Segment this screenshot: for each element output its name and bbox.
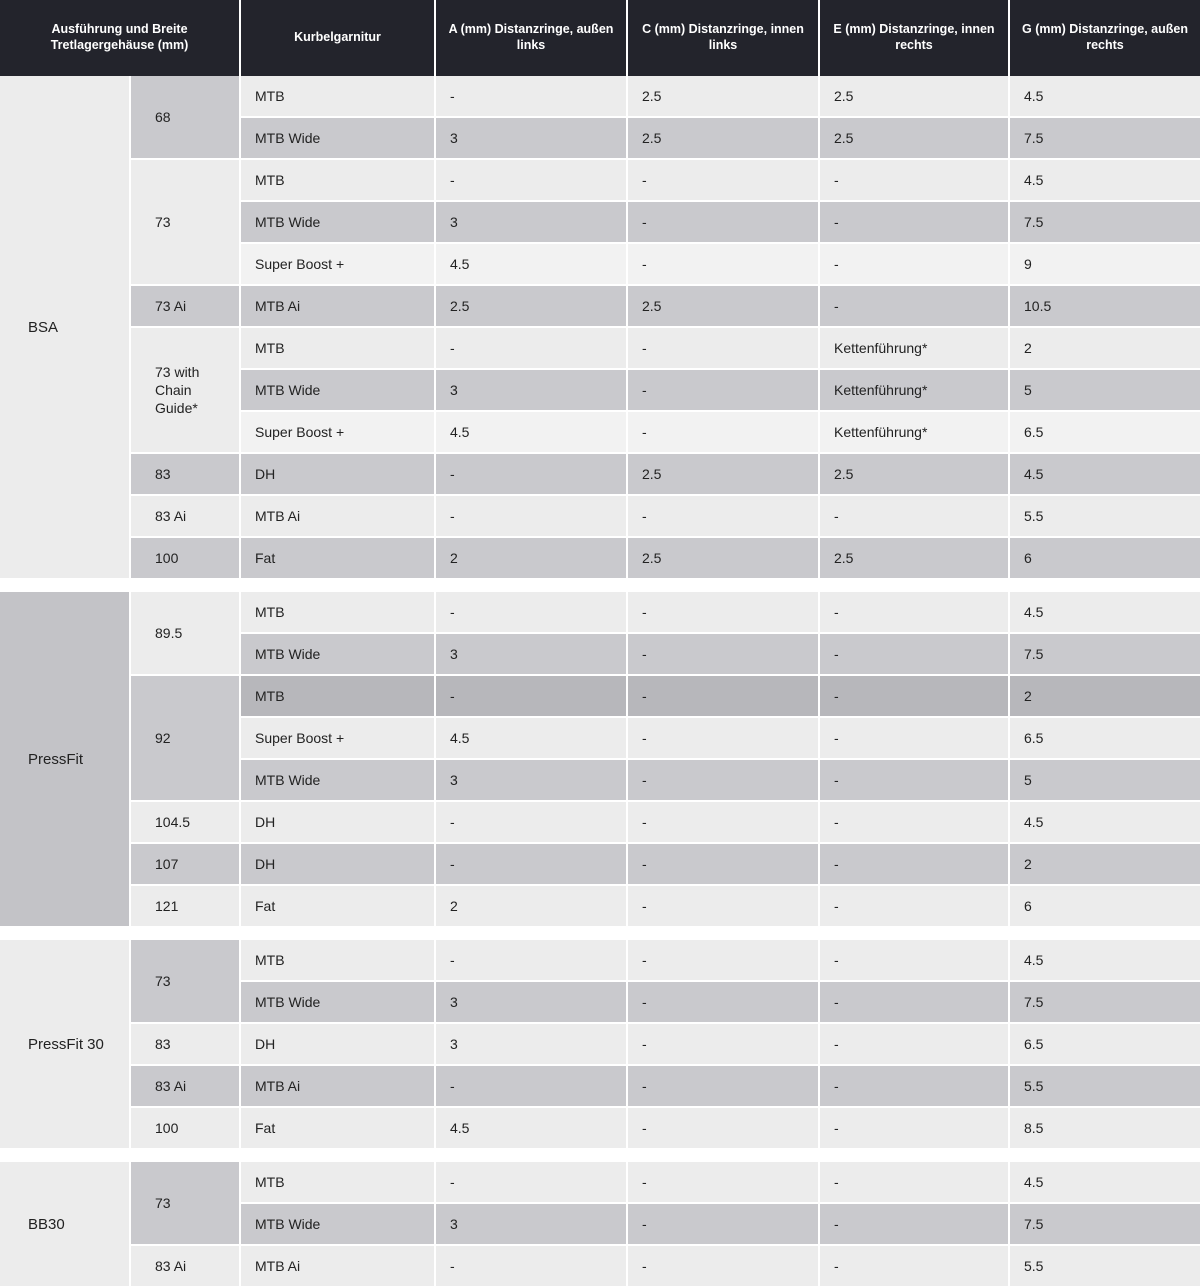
spacer-a-cell: 2 xyxy=(435,537,627,579)
crankset-cell: DH xyxy=(240,843,435,885)
table-row xyxy=(0,675,1200,717)
spacer-g-cell: 7.5 xyxy=(1009,981,1200,1023)
spacer-g-cell: 2 xyxy=(1009,675,1200,717)
spacer-a-cell: - xyxy=(435,495,627,537)
spacer-g-cell: 6.5 xyxy=(1009,1023,1200,1065)
table-row xyxy=(0,940,1200,981)
spacer-e-cell: - xyxy=(819,201,1009,243)
table-row xyxy=(0,885,1200,927)
crankset-cell: Fat xyxy=(240,537,435,579)
table-row xyxy=(0,592,1200,633)
header-cell-e: E (mm) Distanzringe, innen rechts xyxy=(819,0,1009,76)
spacer-a-cell: 4.5 xyxy=(435,717,627,759)
crankset-cell: MTB xyxy=(240,675,435,717)
crankset-cell: MTB xyxy=(240,592,435,633)
housing-width-cell: 83 Ai xyxy=(130,495,240,537)
table-row xyxy=(0,843,1200,885)
spacer-c-cell: - xyxy=(627,1107,819,1149)
spacer-e-cell: - xyxy=(819,759,1009,801)
spacer-a-cell: 3 xyxy=(435,759,627,801)
table-row xyxy=(0,537,1200,579)
group-separator xyxy=(0,927,1200,940)
spacer-a-cell: 3 xyxy=(435,633,627,675)
spacer-e-cell: - xyxy=(819,495,1009,537)
table-row xyxy=(0,801,1200,843)
crankset-cell: Super Boost + xyxy=(240,243,435,285)
spacer-a-cell: 2.5 xyxy=(435,285,627,327)
spacer-e-cell: Kettenführung* xyxy=(819,369,1009,411)
spacer-e-cell: - xyxy=(819,633,1009,675)
spacer-a-cell: - xyxy=(435,843,627,885)
spacer-e-cell: - xyxy=(819,1203,1009,1245)
spacer-g-cell: 5.5 xyxy=(1009,1245,1200,1287)
table-header xyxy=(0,0,1200,76)
spacer-c-cell: - xyxy=(627,801,819,843)
housing-width-cell: 100 xyxy=(130,537,240,579)
spacer-g-cell: 4.5 xyxy=(1009,940,1200,981)
group-label: BSA xyxy=(0,76,130,579)
spacer-a-cell: 3 xyxy=(435,117,627,159)
spacer-g-cell: 2 xyxy=(1009,843,1200,885)
spacer-a-cell: 3 xyxy=(435,981,627,1023)
crankset-cell: MTB Wide xyxy=(240,633,435,675)
table-row xyxy=(0,1162,1200,1203)
spacer-c-cell: 2.5 xyxy=(627,285,819,327)
spacer-g-cell: 9 xyxy=(1009,243,1200,285)
spacer-e-cell: - xyxy=(819,940,1009,981)
spacer-g-cell: 4.5 xyxy=(1009,159,1200,201)
spacer-g-cell: 7.5 xyxy=(1009,201,1200,243)
crankset-cell: MTB Wide xyxy=(240,981,435,1023)
spacer-g-cell: 6 xyxy=(1009,537,1200,579)
crankset-cell: DH xyxy=(240,801,435,843)
group-label: PressFit xyxy=(0,592,130,927)
spacer-c-cell: - xyxy=(627,159,819,201)
crankset-cell: MTB Ai xyxy=(240,285,435,327)
spacer-e-cell: 2.5 xyxy=(819,76,1009,117)
spacer-c-cell: - xyxy=(627,411,819,453)
header-cell-a: A (mm) Distanzringe, außen links xyxy=(435,0,627,76)
spacer-c-cell: - xyxy=(627,885,819,927)
group-separator-cell xyxy=(0,579,1200,592)
table-row xyxy=(0,453,1200,495)
spacer-g-cell: 6.5 xyxy=(1009,411,1200,453)
housing-width-cell: 73 Ai xyxy=(130,285,240,327)
spacer-a-cell: 4.5 xyxy=(435,411,627,453)
spacer-c-cell: 2.5 xyxy=(627,117,819,159)
crankset-cell: MTB xyxy=(240,159,435,201)
spacer-a-cell: 3 xyxy=(435,1203,627,1245)
spacer-c-cell: - xyxy=(627,940,819,981)
header-cell-housing: Ausführung und Breite Tretlagergehäuse (mm) xyxy=(0,0,240,76)
spacer-e-cell: - xyxy=(819,717,1009,759)
spacer-a-cell: 3 xyxy=(435,201,627,243)
spacer-e-cell: Kettenführung* xyxy=(819,327,1009,369)
spacer-a-cell: - xyxy=(435,327,627,369)
spacer-c-cell: 2.5 xyxy=(627,76,819,117)
header-cell-crankset: Kurbelgarnitur xyxy=(240,0,435,76)
spacer-a-cell: 4.5 xyxy=(435,243,627,285)
spacer-g-cell: 6 xyxy=(1009,885,1200,927)
spacer-g-cell: 7.5 xyxy=(1009,1203,1200,1245)
spacer-c-cell: - xyxy=(627,981,819,1023)
table-row xyxy=(0,1023,1200,1065)
spacer-c-cell: - xyxy=(627,717,819,759)
housing-width-cell: 68 xyxy=(130,76,240,159)
spacer-e-cell: - xyxy=(819,1023,1009,1065)
spacer-g-cell: 7.5 xyxy=(1009,117,1200,159)
housing-width-cell: 83 xyxy=(130,453,240,495)
housing-width-cell: 73 with Chain Guide* xyxy=(130,327,240,453)
header-cell-c: C (mm) Distanzringe, innen links xyxy=(627,0,819,76)
crankset-cell: Super Boost + xyxy=(240,411,435,453)
crankset-cell: Super Boost + xyxy=(240,717,435,759)
housing-width-cell: 73 xyxy=(130,159,240,285)
spacer-a-cell: - xyxy=(435,940,627,981)
crankset-cell: MTB xyxy=(240,1162,435,1203)
spacer-c-cell: - xyxy=(627,1245,819,1287)
table-row xyxy=(0,1107,1200,1149)
spacer-e-cell: - xyxy=(819,1245,1009,1287)
crankset-cell: MTB Ai xyxy=(240,495,435,537)
crankset-cell: Fat xyxy=(240,1107,435,1149)
spacer-c-cell: 2.5 xyxy=(627,453,819,495)
spacer-a-cell: 2 xyxy=(435,885,627,927)
spacer-g-cell: 2 xyxy=(1009,327,1200,369)
housing-width-cell: 107 xyxy=(130,843,240,885)
spacer-g-cell: 4.5 xyxy=(1009,592,1200,633)
group-label: BB30 xyxy=(0,1162,130,1287)
spacer-g-cell: 5.5 xyxy=(1009,495,1200,537)
spacer-a-cell: - xyxy=(435,592,627,633)
spacer-g-cell: 4.5 xyxy=(1009,453,1200,495)
spacer-c-cell: - xyxy=(627,1065,819,1107)
table-row xyxy=(0,76,1200,117)
spacer-e-cell: 2.5 xyxy=(819,453,1009,495)
table-row xyxy=(0,1065,1200,1107)
crankset-cell: MTB Wide xyxy=(240,369,435,411)
housing-width-cell: 92 xyxy=(130,675,240,801)
crankset-cell: MTB Ai xyxy=(240,1245,435,1287)
spacer-g-cell: 5 xyxy=(1009,369,1200,411)
housing-width-cell: 83 xyxy=(130,1023,240,1065)
spacer-c-cell: - xyxy=(627,843,819,885)
crankset-cell: Fat xyxy=(240,885,435,927)
spacer-c-cell: - xyxy=(627,633,819,675)
spacer-g-cell: 8.5 xyxy=(1009,1107,1200,1149)
crankset-cell: DH xyxy=(240,1023,435,1065)
spacer-c-cell: - xyxy=(627,1023,819,1065)
spacer-c-cell: - xyxy=(627,675,819,717)
spacer-e-cell: - xyxy=(819,243,1009,285)
crankset-cell: MTB xyxy=(240,940,435,981)
crankset-cell: MTB Wide xyxy=(240,1203,435,1245)
group-separator xyxy=(0,1149,1200,1162)
spacer-e-cell: - xyxy=(819,981,1009,1023)
spacer-g-cell: 4.5 xyxy=(1009,76,1200,117)
spacer-c-cell: 2.5 xyxy=(627,537,819,579)
spacer-c-cell: - xyxy=(627,1203,819,1245)
spacer-c-cell: - xyxy=(627,201,819,243)
spacer-g-cell: 5 xyxy=(1009,759,1200,801)
spacer-g-cell: 10.5 xyxy=(1009,285,1200,327)
spacer-a-cell: 3 xyxy=(435,1023,627,1065)
spacer-e-cell: - xyxy=(819,1065,1009,1107)
spacer-a-cell: - xyxy=(435,1065,627,1107)
crankset-cell: MTB Ai xyxy=(240,1065,435,1107)
housing-width-cell: 73 xyxy=(130,940,240,1023)
group-separator-cell xyxy=(0,927,1200,940)
spacer-e-cell: - xyxy=(819,675,1009,717)
header-row xyxy=(0,0,1200,76)
spacer-a-cell: - xyxy=(435,453,627,495)
spacer-a-cell: - xyxy=(435,675,627,717)
table-row xyxy=(0,327,1200,369)
spacer-e-cell: - xyxy=(819,159,1009,201)
table-row xyxy=(0,285,1200,327)
housing-width-cell: 89.5 xyxy=(130,592,240,675)
spacer-g-cell: 4.5 xyxy=(1009,801,1200,843)
housing-width-cell: 83 Ai xyxy=(130,1065,240,1107)
spacer-e-cell: - xyxy=(819,885,1009,927)
spacer-e-cell: - xyxy=(819,592,1009,633)
housing-width-cell: 104.5 xyxy=(130,801,240,843)
spacer-c-cell: - xyxy=(627,327,819,369)
spacer-c-cell: - xyxy=(627,495,819,537)
spacer-c-cell: - xyxy=(627,1162,819,1203)
spacer-c-cell: - xyxy=(627,243,819,285)
housing-width-cell: 100 xyxy=(130,1107,240,1149)
spacer-c-cell: - xyxy=(627,759,819,801)
crankset-cell: MTB xyxy=(240,327,435,369)
housing-width-cell: 83 Ai xyxy=(130,1245,240,1287)
spacer-a-cell: - xyxy=(435,76,627,117)
spacer-e-cell: - xyxy=(819,1107,1009,1149)
spacer-g-cell: 7.5 xyxy=(1009,633,1200,675)
spacer-g-cell: 5.5 xyxy=(1009,1065,1200,1107)
group-separator-cell xyxy=(0,1149,1200,1162)
spacer-g-cell: 4.5 xyxy=(1009,1162,1200,1203)
crankset-cell: MTB Wide xyxy=(240,201,435,243)
spacer-a-cell: - xyxy=(435,801,627,843)
crankset-cell: DH xyxy=(240,453,435,495)
spacer-e-cell: - xyxy=(819,843,1009,885)
crankset-cell: MTB Wide xyxy=(240,759,435,801)
housing-width-cell: 73 xyxy=(130,1162,240,1245)
spacer-g-cell: 6.5 xyxy=(1009,717,1200,759)
spacer-a-cell: - xyxy=(435,1162,627,1203)
spacer-e-cell: - xyxy=(819,1162,1009,1203)
spacer-c-cell: - xyxy=(627,369,819,411)
spacer-a-cell: - xyxy=(435,159,627,201)
crankset-cell: MTB Wide xyxy=(240,117,435,159)
header-cell-g: G (mm) Distanzringe, außen rechts xyxy=(1009,0,1200,76)
spacer-a-cell: 4.5 xyxy=(435,1107,627,1149)
spacer-a-cell: 3 xyxy=(435,369,627,411)
table-body xyxy=(0,76,1200,1287)
group-separator xyxy=(0,579,1200,592)
spacer-e-cell: 2.5 xyxy=(819,117,1009,159)
table-row xyxy=(0,1245,1200,1287)
housing-width-cell: 121 xyxy=(130,885,240,927)
spacer-c-cell: - xyxy=(627,592,819,633)
spacer-e-cell: 2.5 xyxy=(819,537,1009,579)
spacer-e-cell: - xyxy=(819,285,1009,327)
table-row xyxy=(0,495,1200,537)
spacer-a-cell: - xyxy=(435,1245,627,1287)
spacer-e-cell: Kettenführung* xyxy=(819,411,1009,453)
crankset-cell: MTB xyxy=(240,76,435,117)
table-row xyxy=(0,159,1200,201)
group-label: PressFit 30 xyxy=(0,940,130,1149)
spacer-e-cell: - xyxy=(819,801,1009,843)
